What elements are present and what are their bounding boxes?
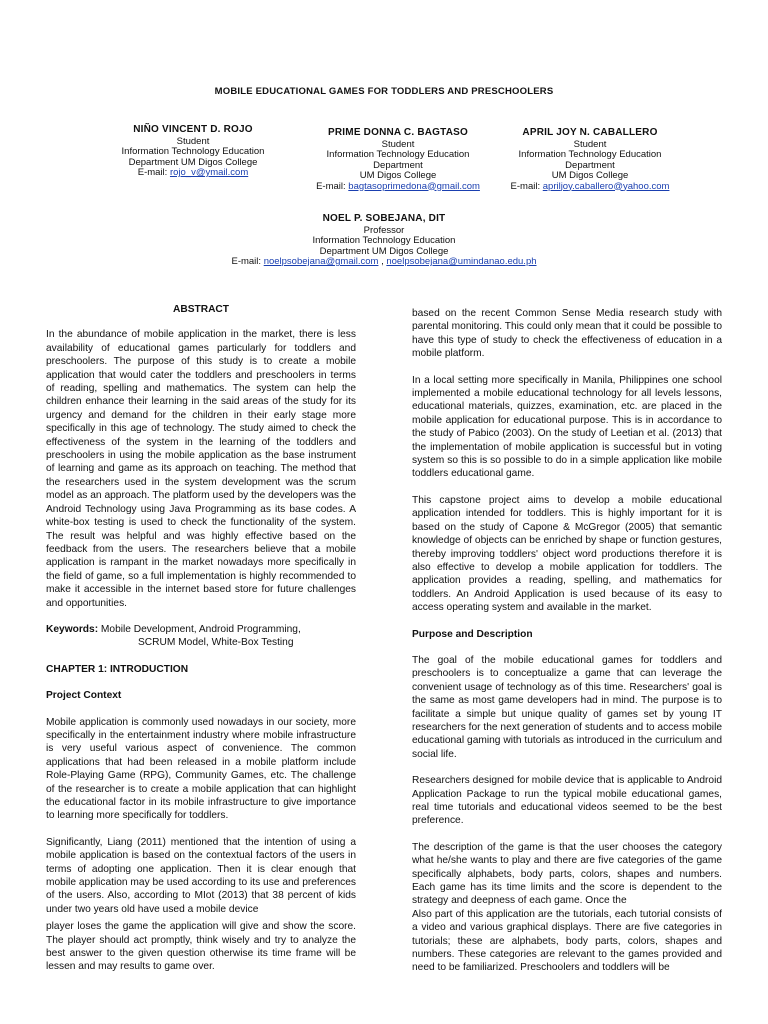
author-role: Student — [381, 138, 415, 150]
author-dept: Information Technology Education — [326, 149, 470, 160]
purpose-heading: Purpose and Description — [412, 628, 533, 640]
email-label: E-mail: — [316, 180, 346, 192]
keywords-line-1: Mobile Development, Android Programming, — [98, 623, 301, 635]
author-name: NOEL P. SOBEJANA, DIT — [322, 213, 446, 224]
author-dept: Information Technology Education — [121, 146, 265, 157]
paper-title: MOBILE EDUCATIONAL GAMES FOR TODDLERS AND PRESCHOOLERS — [214, 86, 554, 97]
left-column — [46, 303, 356, 987]
author-dept: Information Technology Education — [312, 235, 456, 246]
project-context-heading: Project Context — [46, 690, 122, 702]
keywords-line-2: SCRUM Model, White-Box Testing — [138, 637, 294, 649]
email-link[interactable]: rojo_v@ymail.com — [169, 167, 249, 178]
abstract-heading: ABSTRACT — [172, 304, 230, 315]
author-college: Department — [373, 159, 423, 171]
email-label: E-mail: — [510, 180, 541, 192]
body-paragraph: In a local setting more specifically in Manila, Philippines one school implemented a mobile educational technology for all levels lessons, educational materials, quizzes, examination, etc. are placed in the mobile application for educational purpose. This is in accordance to the study of Pabico (2003). On the study of Leetian et al. (2013) that the implementation of mobile application is successful but in voting system so this is so possible to do in a simple application like mobile toddlers educational game. — [412, 374, 722, 480]
author-email-line — [293, 182, 503, 193]
author-college: Department UM Digos College — [128, 156, 258, 168]
body-paragraph: Researchers designed for mobile device that is applicable to Android Application Package to run the typical mobile educational games, real time tutorials and educational videos seemed to be the best preference. — [412, 775, 722, 827]
body-paragraph: The description of the game is that the user chooses the category what he/she wants to play and there are five categories of the game specifically alphabets, body parts, colors, shapes and numbers. Each game has its time limits and the score is dependent to the strategy and deepness of each game. Once the — [412, 841, 722, 907]
author-sobejana — [184, 214, 584, 268]
body-paragraph: Also part of this application are the tutorials, each tutorial consists of a video and various graphical displays. There are five categories in tutorials; these are alphabets, body parts, colors, shapes and numbers. These categories are relevant to the games provided and need to be familiarized. Preschoolers and toddlers will be — [412, 908, 722, 974]
body-paragraph: This capstone project aims to develop a mobile educational application intended for toddlers. This is highly important for it is based on the study of Capone & McGregor (2005) that semantic knowledge of objects can be enriched by shape or function gestures, thereby improving toddlers' object word productions therefore it is also effective to develop a mobile application for toddlers. The application provides a reading, spelling, and mathematics for toddlers. An Android Application is used because of its easy to access operating system and available in the market. — [412, 494, 722, 614]
author-name: APRIL JOY N. CABALLERO — [522, 127, 658, 138]
author-college: Department — [565, 159, 615, 171]
email-link[interactable]: bagtasoprimedona@gmail.com — [348, 180, 480, 192]
author-role: Student — [176, 135, 210, 147]
abstract-paragraph: In the abundance of mobile application in the market, there is less availability of educational games particularly for toddlers and preschoolers. The purpose of this study is to create a mobile application that would cater the toddlers and preschoolers in terms of reading, spelling and mathematics. The system can help the children enhance their learning in the said areas of the study for its urgency and demand for the children in their early stage more specifically in this age of technology. The study aimed to check the effectiveness of the system in the learning of the toddlers and preschoolers in using the mobile application as the base instrument of learning and game as its approach on teaching. The method that the researchers used in the system development was the scrum model as an approach. The platform used by the developers was the Android Technology using Java Programming as its base codes. A white-box testing is used to check the functionality of the system. The result was helpful and was highly effective based on the feedback from the users. The researchers believe that a mobile application is rampant in the market nowadays more specifically in the field of game, so a full implementation is highly recommended to make it accessible in the internet based store for future challenges and opportunities. — [46, 329, 356, 609]
body-paragraph: Mobile application is commonly used nowadays in our society, more specifically in the entertainment industry where mobile infrastructure is very useful various aspect of convenience. The common applications that had been released in a mobile platform include Role-Playing Game (RPG), Community Games, etc. The challenge of the researcher is to create a mobile application that can highlight the educational factor in its mobile infrastructure to give importance to learning more specifically for toddlers. — [46, 716, 356, 822]
body-paragraph: Significantly, Liang (2011) mentioned that the intention of using a mobile application is based on the contextual factors of the users in terms of adopting one application. Then it is clear enough that mobile application may be used according to its use and preferences of the users. Also, according to MIot (2013) that 38 percent of kids under two years old have used a mobile device — [46, 836, 356, 915]
email-link[interactable]: apriljoy.caballero@yahoo.com — [542, 180, 670, 192]
keywords-label: Keywords: — [46, 623, 99, 635]
author-role: Professor — [363, 224, 405, 236]
author-bagtaso — [293, 128, 503, 192]
author-email-line — [485, 182, 695, 193]
author-dept: Information Technology Education — [518, 149, 662, 160]
chapter-heading: CHAPTER 1: INTRODUCTION — [46, 663, 189, 675]
body-paragraph: based on the recent Common Sense Media research study with parental monitoring. This could only mean that it could be possible to have this type of study to check the effectiveness of education in a mobile platform. — [412, 308, 722, 360]
author-name: PRIME DONNA C. BAGTASO — [328, 127, 468, 138]
author-college: UM Digos College — [551, 170, 629, 181]
body-paragraph: player loses the game the application will give and show the score. The player should act promptly, think wisely and try to analyze the best answer to the given question otherwise its time frame will be lessen and may results to game over. — [46, 921, 356, 973]
email-separator: , — [378, 256, 387, 267]
author-email-line — [88, 168, 298, 179]
author-role: Student — [573, 138, 607, 150]
author-rojo — [88, 125, 298, 179]
email-link-secondary[interactable]: noelpsobejana@umindanao.edu.ph — [386, 256, 537, 267]
author-caballero — [485, 128, 695, 192]
email-label: E-mail: — [137, 167, 168, 178]
author-name: NIÑO VINCENT D. ROJO — [133, 124, 253, 135]
email-label: E-mail: — [231, 256, 262, 267]
email-link[interactable]: noelpsobejana@gmail.com — [263, 256, 379, 267]
author-email-line — [184, 257, 584, 268]
right-column — [412, 307, 722, 988]
body-paragraph: The goal of the mobile educational games for toddlers and preschoolers is to conceptualize a game that can leverage the convenient usage of technology as of this time. Researchers' goal is the same as most game developers had in mind. The purpose is to facilitate a simple but unique quality of games set by young IT researchers for the next generation of students and to access mobile educational gaming with tutorials as introduced in the curriculum and social life. — [412, 654, 722, 760]
author-college: UM Digos College — [359, 170, 437, 181]
author-college: Department UM Digos College — [319, 245, 449, 257]
keywords — [46, 623, 356, 650]
